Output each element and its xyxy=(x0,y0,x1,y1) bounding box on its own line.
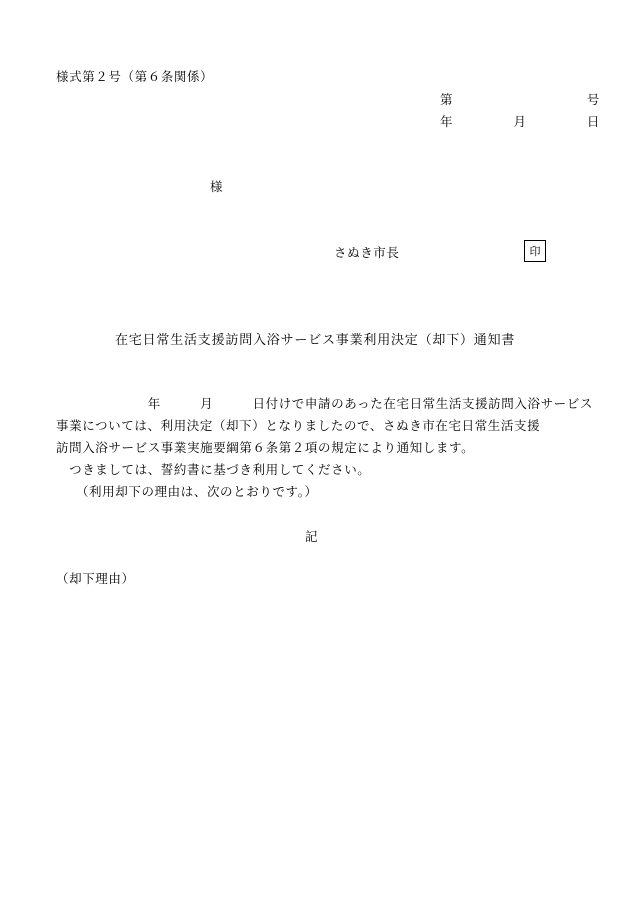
ki-section-mark: 記 xyxy=(305,530,319,544)
body-paragraph-line-4: つきましては、誓約書に基づき利用してください。 xyxy=(56,463,371,477)
body-paragraph-line-5: （利用却下の理由は、次のとおりです。） xyxy=(56,485,318,499)
addressee-honorific: 様 xyxy=(210,180,224,194)
body-paragraph-line-1: 年 月 日付けで申請のあった在宅日常生活支援訪問入浴サービス xyxy=(56,397,593,411)
document-number-line xyxy=(440,91,600,110)
rejection-reason-label: （却下理由） xyxy=(56,572,135,586)
document-number-prefix: 第 xyxy=(440,93,454,107)
document-number-suffix: 号 xyxy=(586,93,600,107)
issuer-name: さぬき市長 xyxy=(334,246,400,260)
seal-stamp-box: 印 xyxy=(524,240,546,262)
date-year-label: 年 xyxy=(440,115,454,129)
body-paragraph-line-3: 訪問入浴サービス事業実施要綱第６条第２項の規定により通知します。 xyxy=(56,441,475,455)
document-title: 在宅日常生活支援訪問入浴サービス事業利用決定（却下）通知書 xyxy=(115,332,516,347)
date-month-label: 月 xyxy=(513,115,527,129)
body-paragraph-line-2: 事業については、利用決定（却下）となりましたので、さぬき市在宅日常生活支援 xyxy=(56,419,541,433)
document-date-line xyxy=(440,113,600,132)
date-day-label: 日 xyxy=(586,115,600,129)
form-number: 様式第２号（第６条関係） xyxy=(56,70,214,84)
